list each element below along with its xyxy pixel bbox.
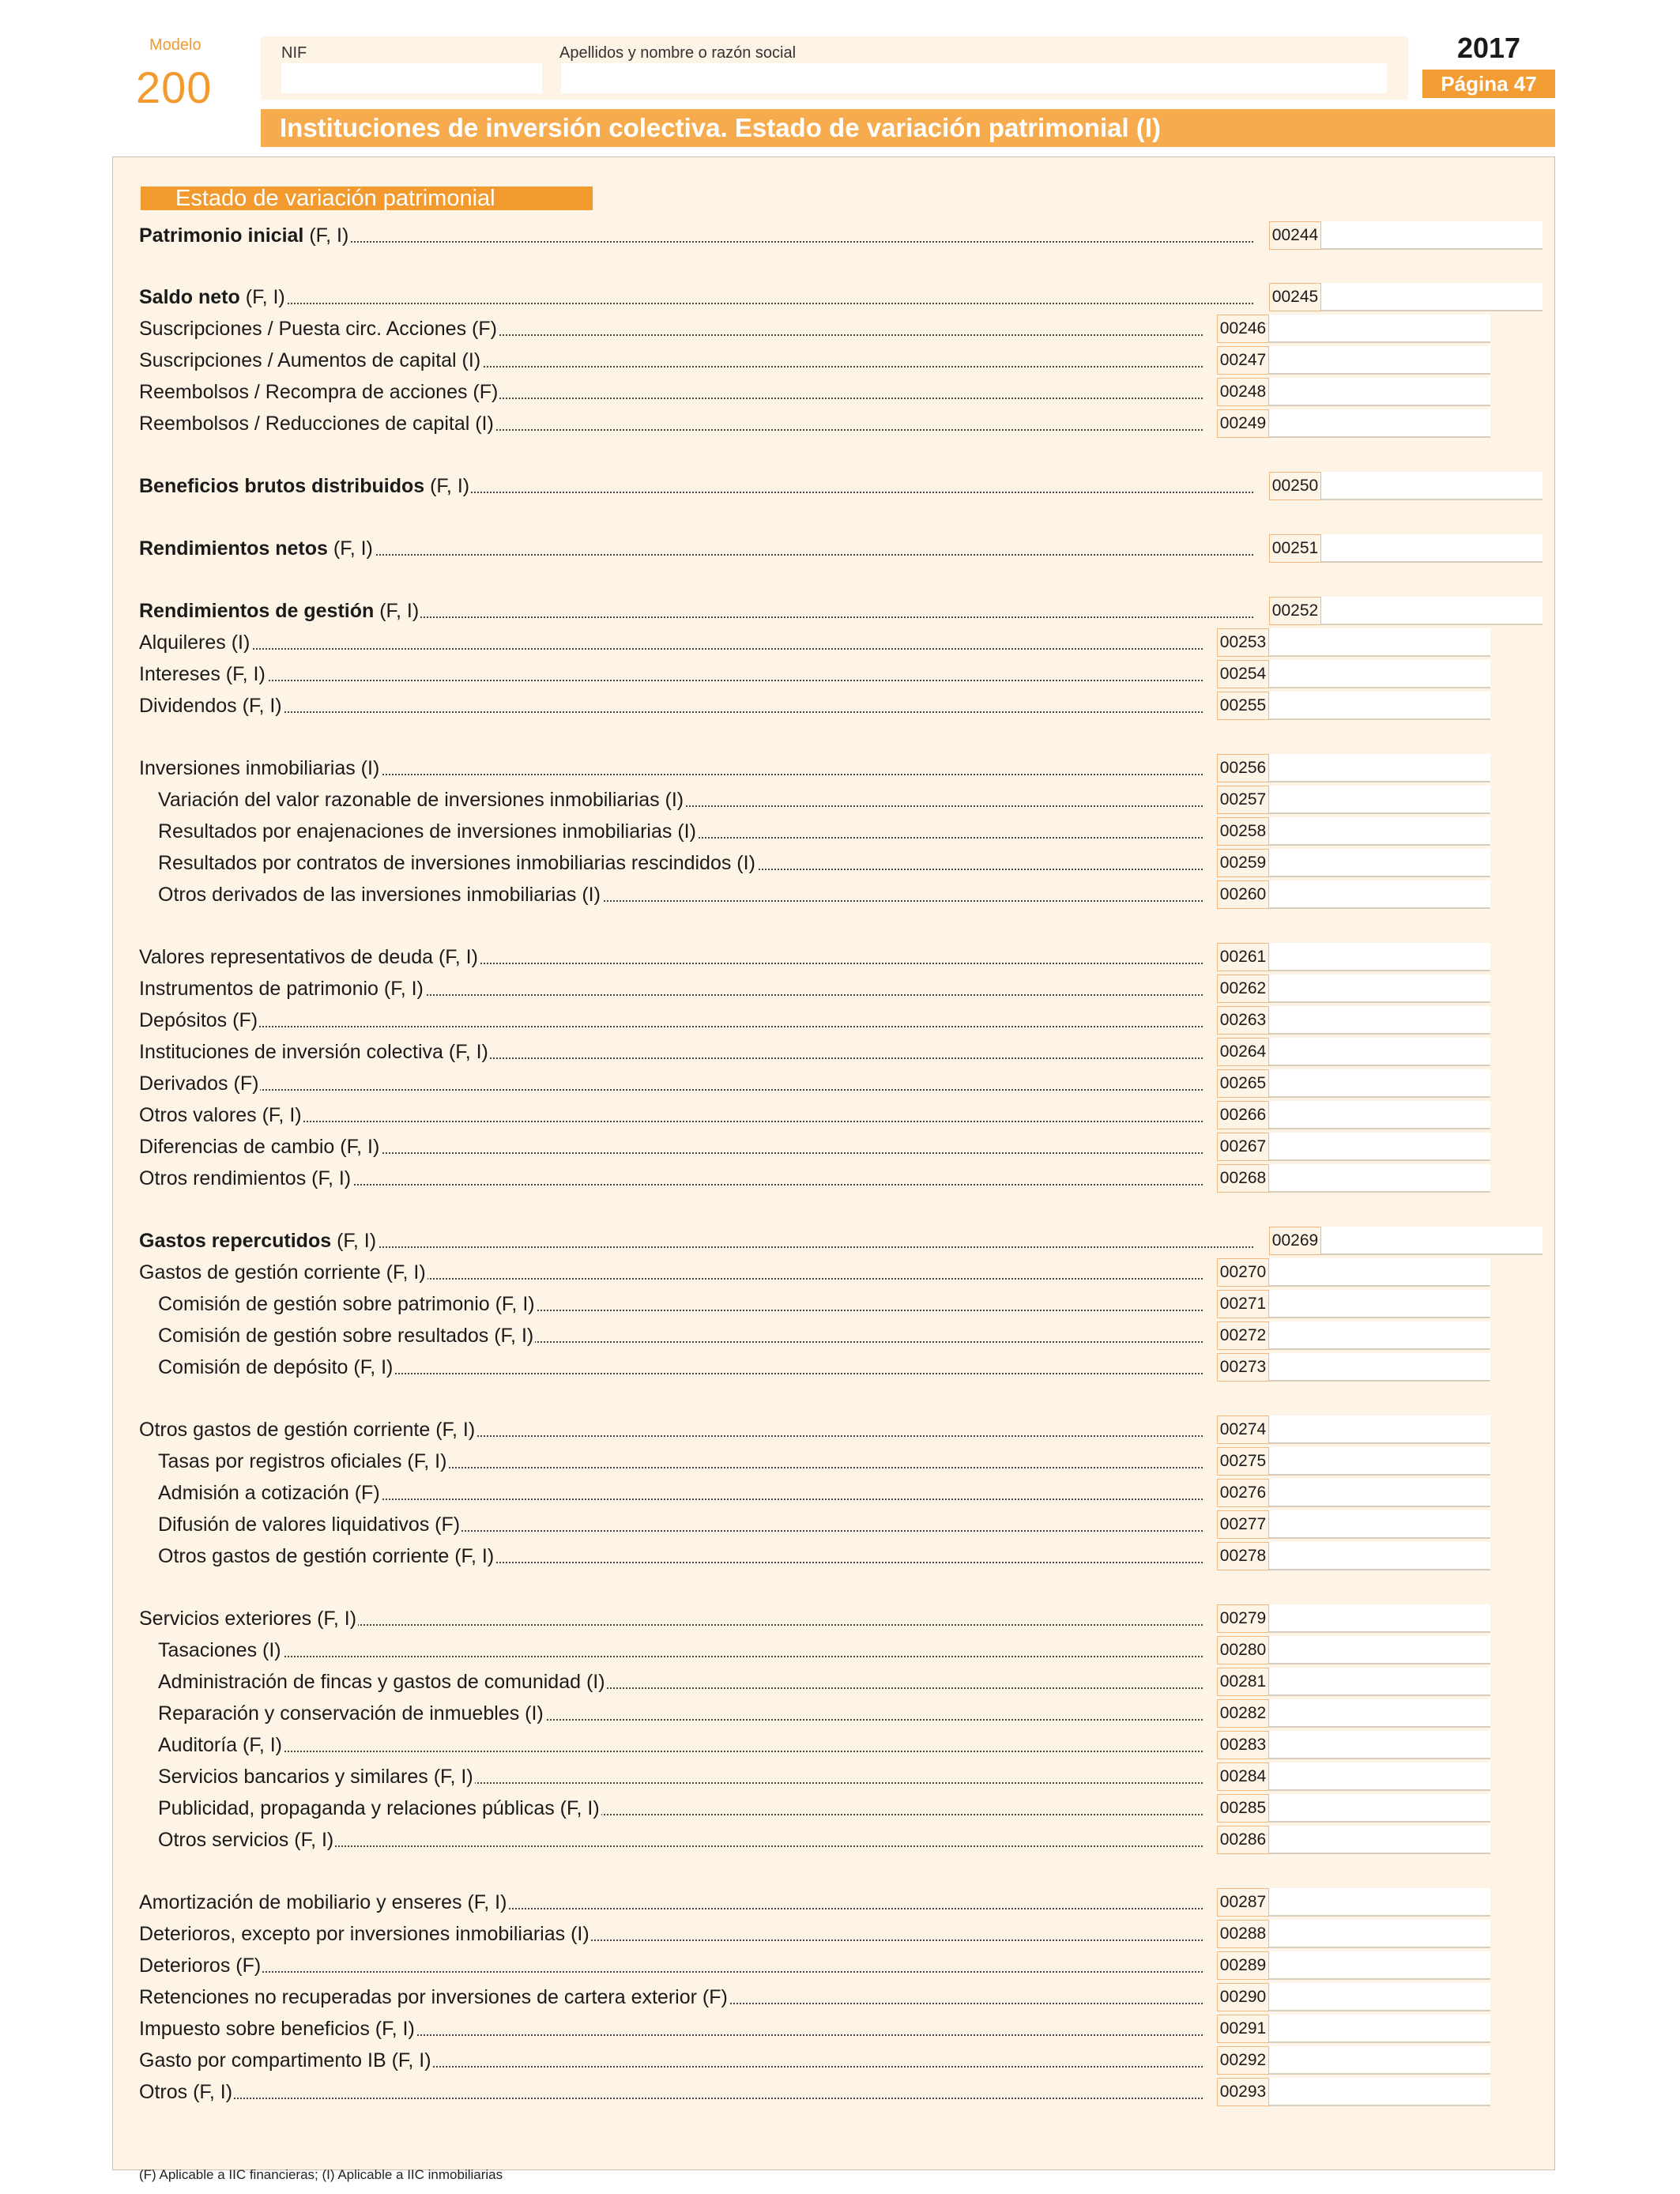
row-label [139, 2015, 1206, 2043]
row-label [139, 1133, 1206, 1161]
row-label [158, 1510, 1206, 1539]
value-input[interactable] [1269, 1762, 1490, 1791]
value-input[interactable] [1269, 1826, 1490, 1854]
row-label-text: Otros servicios (F, I) [158, 1829, 334, 1851]
box-code: 00244 [1269, 221, 1321, 250]
row-label-text: Servicios exteriores (F, I) [139, 1608, 357, 1630]
row-label-text: (F, I) [374, 600, 420, 622]
section-title: Estado de variación patrimonial [141, 187, 593, 210]
row-label [158, 1636, 1206, 1664]
row-label [139, 660, 1206, 688]
row-label-text: Otros gastos de gestión corriente (F, I) [158, 1545, 495, 1567]
value-input[interactable] [1269, 754, 1490, 782]
box-code: 00266 [1217, 1101, 1269, 1129]
value-input[interactable] [1269, 2046, 1490, 2075]
row-label [158, 1353, 1206, 1382]
row-label [139, 1069, 1206, 1098]
row-label [158, 1731, 1206, 1759]
row-label-text: Deterioros (F) [139, 1955, 262, 1977]
value-input[interactable] [1321, 1227, 1543, 1255]
row-label-text: Otros gastos de gestión corriente (F, I) [139, 1419, 476, 1441]
value-input[interactable] [1269, 409, 1490, 438]
value-input[interactable] [1269, 1510, 1490, 1539]
value-input[interactable] [1269, 2015, 1490, 2043]
box-code: 00250 [1269, 472, 1321, 500]
row-label [139, 1006, 1206, 1035]
row-label-text: Suscripciones / Aumentos de capital (I) [139, 349, 481, 371]
box-code: 00255 [1217, 692, 1269, 720]
row-label-text: Gastos de gestión corriente (F, I) [139, 1261, 426, 1284]
row-label-text: Suscripciones / Puesta circ. Acciones (F) [139, 318, 497, 340]
row-label-text: Admisión a cotización (F) [158, 1482, 380, 1504]
value-input[interactable] [1269, 1951, 1490, 1980]
row-label [158, 786, 1206, 814]
row-label-text: Resultados por enajenaciones de inversiones inmobiliarias (I) [158, 820, 696, 843]
box-code: 00257 [1217, 786, 1269, 814]
modelo-label: Modelo [149, 36, 202, 54]
value-input[interactable] [1269, 1794, 1490, 1823]
row-label-text: Otros valores (F, I) [139, 1104, 302, 1126]
value-input[interactable] [1269, 1290, 1490, 1318]
box-code: 00272 [1217, 1321, 1269, 1350]
box-code: 00292 [1217, 2046, 1269, 2075]
row-label-text: Derivados (F) [139, 1072, 259, 1095]
row-label [139, 534, 1256, 563]
row-label [158, 1794, 1206, 1823]
value-input[interactable] [1269, 1353, 1490, 1382]
value-input[interactable] [1269, 1604, 1490, 1633]
row-label-text: Variación del valor razonable de inversiones inmobiliarias (I) [158, 789, 684, 811]
row-label-text: Valores representativos de deuda (F, I) [139, 946, 478, 968]
row-label-bold: Gastos repercutidos [139, 1230, 332, 1252]
row-label-text: Reparación y conservación de inmuebles (I) [158, 1702, 544, 1725]
box-code: 00245 [1269, 283, 1321, 311]
row-label [139, 2078, 1206, 2106]
value-input[interactable] [1269, 1133, 1490, 1161]
row-label [139, 1258, 1206, 1287]
value-input[interactable] [1269, 1888, 1490, 1917]
value-input[interactable] [1269, 378, 1490, 406]
row-label [158, 1699, 1206, 1728]
row-label [139, 315, 1206, 343]
row-label-text: Deterioros, excepto por inversiones inmobiliarias (I) [139, 1923, 590, 1945]
box-code: 00283 [1217, 1731, 1269, 1759]
form-panel [112, 156, 1555, 2170]
row-label-text: Depósitos (F) [139, 1009, 258, 1031]
row-label [158, 1668, 1206, 1696]
row-label [139, 221, 1256, 250]
row-label-text: (F, I) [331, 1230, 377, 1252]
value-input[interactable] [1269, 1668, 1490, 1696]
box-code: 00267 [1217, 1133, 1269, 1161]
box-code: 00281 [1217, 1668, 1269, 1696]
row-label-bold: Beneficios brutos distribuidos [139, 475, 425, 497]
row-label [139, 1416, 1206, 1444]
row-label [139, 2046, 1206, 2075]
page-number: Página 47 [1422, 70, 1555, 98]
row-label [158, 1479, 1206, 1507]
row-label-text: Retenciones no recuperadas por inversiones de cartera exterior (F) [139, 1986, 728, 2008]
row-label [158, 1290, 1206, 1318]
box-code: 00252 [1269, 597, 1321, 625]
value-input[interactable] [1269, 786, 1490, 814]
row-label [139, 472, 1256, 500]
value-input[interactable] [1269, 880, 1490, 909]
box-code: 00277 [1217, 1510, 1269, 1539]
row-label [139, 1227, 1256, 1255]
box-code: 00253 [1217, 628, 1269, 657]
row-label-text: Difusión de valores liquidativos (F) [158, 1514, 461, 1536]
row-label [158, 1542, 1206, 1570]
row-label-text: Diferencias de cambio (F, I) [139, 1136, 380, 1158]
row-label-bold: Rendimientos netos [139, 537, 328, 560]
row-label [139, 1951, 1206, 1980]
row-label-bold: Patrimonio inicial [139, 224, 304, 247]
row-label [139, 754, 1206, 782]
apellidos-label: Apellidos y nombre o razón social [559, 44, 797, 62]
value-input[interactable] [1269, 1416, 1490, 1444]
row-label [139, 1101, 1206, 1129]
row-label [158, 1447, 1206, 1476]
row-label-text: Otros (F, I) [139, 2081, 233, 2103]
value-input[interactable] [1269, 1069, 1490, 1098]
box-code: 00270 [1217, 1258, 1269, 1287]
box-code: 00268 [1217, 1164, 1269, 1193]
row-label-text: Alquileres (I) [139, 631, 250, 654]
value-input[interactable] [1269, 1038, 1490, 1066]
box-code: 00262 [1217, 974, 1269, 1003]
box-code: 00246 [1217, 315, 1269, 343]
modelo-number: 200 [136, 62, 213, 112]
row-label [139, 1038, 1206, 1066]
box-code: 00280 [1217, 1636, 1269, 1664]
row-label [139, 378, 1206, 406]
row-label-text: Impuesto sobre beneficios (F, I) [139, 2018, 415, 2040]
box-code: 00261 [1217, 943, 1269, 971]
box-code: 00293 [1217, 2078, 1269, 2106]
row-label-text: Tasaciones (I) [158, 1639, 281, 1661]
value-input[interactable] [1269, 1920, 1490, 1948]
value-input[interactable] [1269, 660, 1490, 688]
row-label-text: Instituciones de inversión colectiva (F, I) [139, 1041, 488, 1063]
nif-field[interactable] [281, 63, 542, 93]
value-input[interactable] [1269, 1006, 1490, 1035]
box-code: 00260 [1217, 880, 1269, 909]
value-input[interactable] [1269, 346, 1490, 375]
row-label [139, 1983, 1206, 2011]
row-label [139, 943, 1206, 971]
value-input[interactable] [1269, 1447, 1490, 1476]
box-code: 00263 [1217, 1006, 1269, 1035]
value-input[interactable] [1321, 283, 1543, 311]
value-input[interactable] [1269, 1479, 1490, 1507]
value-input[interactable] [1321, 597, 1543, 625]
box-code: 00275 [1217, 1447, 1269, 1476]
row-label-text: Resultados por contratos de inversiones inmobiliarias rescindidos (I) [158, 852, 755, 874]
box-code: 00271 [1217, 1290, 1269, 1318]
box-code: 00291 [1217, 2015, 1269, 2043]
row-label [139, 283, 1256, 311]
box-code: 00248 [1217, 378, 1269, 406]
row-label-text: Auditoría (F, I) [158, 1734, 282, 1756]
row-label-text: Dividendos (F, I) [139, 695, 282, 717]
box-code: 00288 [1217, 1920, 1269, 1948]
row-label-text: Administración de fincas y gastos de comunidad (I) [158, 1671, 605, 1693]
row-label-text: Gasto por compartimento IB (F, I) [139, 2049, 431, 2071]
value-input[interactable] [1269, 1258, 1490, 1287]
row-label [139, 409, 1206, 438]
value-input[interactable] [1269, 943, 1490, 971]
row-label [139, 1920, 1206, 1948]
row-label-text: Inversiones inmobiliarias (I) [139, 757, 380, 779]
row-label [139, 1888, 1206, 1917]
value-input[interactable] [1321, 472, 1543, 500]
box-code: 00273 [1217, 1353, 1269, 1382]
box-code: 00282 [1217, 1699, 1269, 1728]
row-label-text: (F, I) [327, 537, 373, 560]
value-input[interactable] [1269, 1699, 1490, 1728]
row-label [139, 597, 1256, 625]
footnote: (F) Aplicable a IIC financieras; (I) Aplicable a IIC inmobiliarias [139, 2167, 503, 2182]
row-label [158, 849, 1206, 877]
box-code: 00265 [1217, 1069, 1269, 1098]
row-label [158, 1762, 1206, 1791]
row-label [139, 692, 1206, 720]
box-code: 00289 [1217, 1951, 1269, 1980]
box-code: 00247 [1217, 346, 1269, 375]
value-input[interactable] [1269, 692, 1490, 720]
row-label-text: (F, I) [303, 224, 349, 247]
nif-label: NIF [281, 44, 307, 62]
value-input[interactable] [1269, 1731, 1490, 1759]
value-input[interactable] [1269, 2078, 1490, 2106]
value-input[interactable] [1269, 849, 1490, 877]
value-input[interactable] [1269, 1321, 1490, 1350]
row-label [158, 1826, 1206, 1854]
box-code: 00264 [1217, 1038, 1269, 1066]
row-label-text: Instrumentos de patrimonio (F, I) [139, 978, 424, 1000]
value-input[interactable] [1269, 1636, 1490, 1664]
box-code: 00285 [1217, 1794, 1269, 1823]
box-code: 00276 [1217, 1479, 1269, 1507]
row-label [139, 346, 1206, 375]
row-label [158, 1321, 1206, 1350]
row-label-text: Reembolsos / Recompra de acciones (F) [139, 381, 499, 403]
row-label-text: Comisión de depósito (F, I) [158, 1356, 394, 1378]
page-title: Instituciones de inversión colectiva. Estado de variación patrimonial (I) [261, 109, 1555, 147]
row-label-text: Amortización de mobiliario y enseres (F, I) [139, 1891, 507, 1913]
box-code: 00278 [1217, 1542, 1269, 1570]
row-label [139, 1604, 1206, 1633]
box-code: 00279 [1217, 1604, 1269, 1633]
value-input[interactable] [1269, 817, 1490, 846]
box-code: 00256 [1217, 754, 1269, 782]
box-code: 00287 [1217, 1888, 1269, 1917]
row-label-text: Comisión de gestión sobre patrimonio (F, I) [158, 1293, 535, 1315]
value-input[interactable] [1269, 1983, 1490, 2011]
box-code: 00269 [1269, 1227, 1321, 1255]
row-label-text: Intereses (F, I) [139, 663, 266, 685]
apellidos-field[interactable] [561, 63, 1387, 93]
value-input[interactable] [1269, 628, 1490, 657]
row-label [139, 628, 1206, 657]
box-code: 00249 [1217, 409, 1269, 438]
box-code: 00274 [1217, 1416, 1269, 1444]
row-label-text: Tasas por registros oficiales (F, I) [158, 1450, 447, 1472]
box-code: 00290 [1217, 1983, 1269, 2011]
box-code: 00254 [1217, 660, 1269, 688]
value-input[interactable] [1321, 221, 1543, 250]
row-label-text: Comisión de gestión sobre resultados (F, I) [158, 1325, 534, 1347]
row-label-text: Servicios bancarios y similares (F, I) [158, 1766, 473, 1788]
row-label-text: (F, I) [239, 286, 285, 308]
value-input[interactable] [1269, 974, 1490, 1003]
value-input[interactable] [1321, 534, 1543, 563]
value-input[interactable] [1269, 315, 1490, 343]
row-label-text: (F, I) [424, 475, 470, 497]
box-code: 00259 [1217, 849, 1269, 877]
row-label [158, 880, 1206, 909]
box-code: 00258 [1217, 817, 1269, 846]
row-label [139, 1164, 1206, 1193]
row-label-bold: Rendimientos de gestión [139, 600, 375, 622]
value-input[interactable] [1269, 1164, 1490, 1193]
row-label-text: Publicidad, propaganda y relaciones públicas (F, I) [158, 1797, 600, 1819]
row-label-text: Reembolsos / Reducciones de capital (I) [139, 413, 494, 435]
row-label-text: Otros derivados de las inversiones inmobiliarias (I) [158, 884, 601, 906]
row-label-bold: Saldo neto [139, 286, 240, 308]
box-code: 00284 [1217, 1762, 1269, 1791]
value-input[interactable] [1269, 1101, 1490, 1129]
value-input[interactable] [1269, 1542, 1490, 1570]
row-label [158, 817, 1206, 846]
box-code: 00251 [1269, 534, 1321, 563]
year: 2017 [1456, 32, 1521, 64]
row-label-text: Otros rendimientos (F, I) [139, 1167, 352, 1189]
row-label [139, 974, 1206, 1003]
box-code: 00286 [1217, 1826, 1269, 1854]
